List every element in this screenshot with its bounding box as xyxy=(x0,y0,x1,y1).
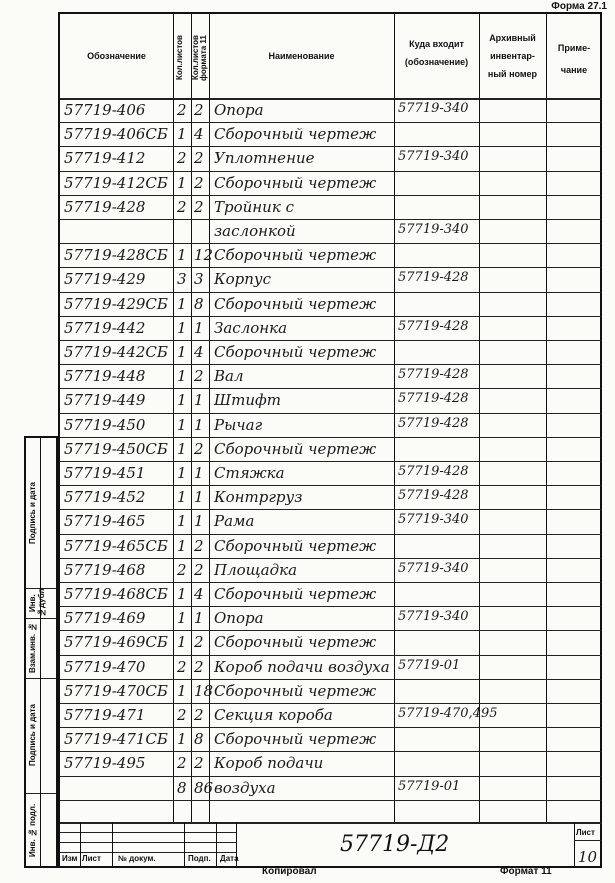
row-name: Короб подачи xyxy=(214,754,324,773)
row-sheet-count: 2 xyxy=(177,754,187,773)
row-name: Контргруз xyxy=(214,488,303,507)
row-where-used: 57719-428 xyxy=(398,318,469,334)
header-note-1: Приме- xyxy=(557,43,591,53)
row-name: Рычаг xyxy=(214,415,263,434)
row-name: Сборочный чертеж xyxy=(214,585,377,603)
header-archive-1: Архивный xyxy=(489,33,536,43)
header-where-used-1: Куда входит xyxy=(409,39,464,49)
row-name: Площадка xyxy=(214,560,298,579)
title-sheet-label: Лист xyxy=(576,828,595,837)
row-sheet-format-count: 3 xyxy=(194,270,204,289)
document-sheet xyxy=(58,12,602,868)
row-sheet-count: 2 xyxy=(177,149,187,168)
row-name: Опора xyxy=(214,609,264,628)
row-designation: 57719-468СБ xyxy=(64,585,168,603)
row-name: Сборочный чертеж xyxy=(214,730,377,749)
row-sheet-count: 8 xyxy=(177,778,187,797)
row-sheet-format-count: 2 xyxy=(194,657,204,676)
row-divider xyxy=(60,388,602,389)
row-divider xyxy=(60,776,602,777)
header-archive-3: ный номер xyxy=(487,69,538,79)
document-code: 57719-Д2 xyxy=(340,832,450,857)
row-name: Сборочный чертеж xyxy=(214,439,377,458)
title-list-label: Лист xyxy=(82,854,101,863)
row-sheet-format-count: 1 xyxy=(194,609,204,628)
header-sheets: Кол.листов xyxy=(175,35,184,81)
row-sheet-format-count: 2 xyxy=(194,633,204,652)
row-sheet-format-count: 4 xyxy=(194,125,204,144)
row-sheet-format-count: 4 xyxy=(194,343,204,361)
row-name: Сборочный чертеж xyxy=(214,343,377,361)
row-sheet-count: 1 xyxy=(177,318,187,337)
row-sheet-format-count: 2 xyxy=(194,439,204,458)
row-name: Вал xyxy=(214,367,244,386)
row-sheet-count: 1 xyxy=(177,391,187,410)
row-divider xyxy=(60,243,602,244)
row-sheet-format-count: 1 xyxy=(194,512,204,531)
row-divider xyxy=(60,171,602,172)
row-divider xyxy=(60,582,602,583)
row-designation: 57719-442 xyxy=(64,318,146,337)
row-sheet-format-count: 4 xyxy=(194,585,204,603)
row-where-used: 57719-428 xyxy=(398,367,469,383)
row-name: Опора xyxy=(214,101,264,119)
row-sheet-count: 1 xyxy=(177,125,187,144)
side-label-inv-podl: Инв. № подл. xyxy=(28,803,37,857)
row-where-used: 57719-340 xyxy=(398,512,469,528)
row-sheet-count: 1 xyxy=(177,512,187,531)
row-sheet-count: 1 xyxy=(177,633,187,652)
row-divider xyxy=(60,195,602,196)
row-designation: 57719-429 xyxy=(64,270,146,289)
row-divider xyxy=(60,485,602,486)
row-name: Сборочный чертеж xyxy=(214,246,377,265)
row-sheet-format-count: 8 xyxy=(194,730,204,749)
row-where-used: 57719-428 xyxy=(398,270,469,286)
row-designation: 57719-429СБ xyxy=(64,294,168,313)
row-sheet-count: 1 xyxy=(177,415,187,434)
header-archive-2: инвентар- xyxy=(490,51,535,61)
row-designation: 57719-465 xyxy=(64,512,146,531)
side-label-sign-date-2: Подпись и дата xyxy=(28,704,37,767)
row-designation: 57719-470СБ xyxy=(64,681,168,700)
form-label-bottom: Формат 11 xyxy=(500,866,552,877)
row-designation: 57719-451 xyxy=(64,464,146,482)
row-where-used: 57719-470,495 xyxy=(398,706,498,721)
row-sheet-count: 1 xyxy=(177,367,187,386)
row-designation: 57719-471СБ xyxy=(64,730,168,749)
copied-label: Копировал xyxy=(262,866,317,877)
row-where-used: 57719-01 xyxy=(398,778,461,794)
row-name: Корпус xyxy=(214,270,272,289)
row-name: Сборочный чертеж xyxy=(214,125,377,144)
row-sheet-count: 2 xyxy=(177,197,187,216)
row-sheet-format-count: 12 xyxy=(194,246,214,265)
row-designation: 57719-470 xyxy=(64,657,146,676)
row-sheet-format-count: 2 xyxy=(194,367,204,386)
row-name: заслонкой xyxy=(214,222,296,240)
row-name: Сборочный чертеж xyxy=(214,633,377,652)
row-name: воздуха xyxy=(214,778,276,797)
row-name: Сборочный чертеж xyxy=(214,294,377,313)
row-where-used: 57719-428 xyxy=(398,391,469,407)
row-sheet-count: 2 xyxy=(177,657,187,676)
row-sheet-format-count: 2 xyxy=(194,706,204,724)
row-designation: 57719-452 xyxy=(64,488,146,507)
row-name: Сборочный чертеж xyxy=(214,173,377,192)
row-sheet-format-count: 2 xyxy=(194,754,204,773)
row-where-used: 57719-340 xyxy=(398,609,469,625)
row-divider xyxy=(60,437,602,438)
header-note-2: чание xyxy=(560,65,588,75)
row-designation: 57719-495 xyxy=(64,754,146,773)
side-stamp-column xyxy=(24,436,58,868)
row-name: Секция короба xyxy=(214,706,333,724)
row-divider xyxy=(60,292,602,293)
row-sheet-format-count: 2 xyxy=(194,560,204,579)
row-designation: 57719-428 xyxy=(64,197,146,216)
row-where-used: 57719-428 xyxy=(398,488,469,504)
form-label-top: Форма 27.1 xyxy=(551,1,607,12)
row-where-used: 57719-428 xyxy=(398,415,469,431)
title-docno-label: № докум. xyxy=(118,854,156,863)
row-designation: 57719-465СБ xyxy=(64,536,168,555)
row-sheet-format-count: 1 xyxy=(194,318,204,337)
row-name: Уплотнение xyxy=(214,149,315,168)
side-label-inv-dubl: Инв. №дубл xyxy=(28,588,46,618)
row-divider xyxy=(60,534,602,535)
row-sheet-count: 2 xyxy=(177,101,187,119)
row-name: Сборочный чертеж xyxy=(214,536,377,555)
row-where-used: 57719-428 xyxy=(398,464,469,479)
row-sheet-format-count: 8 xyxy=(194,294,204,313)
row-divider xyxy=(60,509,602,510)
row-sheet-count: 1 xyxy=(177,173,187,192)
row-designation: 57719-406 xyxy=(64,101,146,119)
row-name: Штифт xyxy=(214,391,281,410)
title-date-label: Дата xyxy=(220,854,239,863)
row-sheet-format-count: 2 xyxy=(194,197,204,216)
row-divider xyxy=(60,679,602,680)
row-name: Сборочный чертеж xyxy=(214,681,377,700)
title-sign-label: Подп. xyxy=(188,854,211,863)
row-sheet-count: 1 xyxy=(177,609,187,628)
row-sheet-count: 1 xyxy=(177,439,187,458)
row-divider xyxy=(60,146,602,147)
row-sheet-format-count: 2 xyxy=(194,149,204,168)
row-sheet-format-count: 1 xyxy=(194,464,204,482)
row-where-used: 57719-340 xyxy=(398,149,469,165)
header-designation: Обозначение xyxy=(87,51,146,61)
row-where-used: 57719-01 xyxy=(398,657,461,673)
row-designation: 57719-428СБ xyxy=(64,246,168,265)
row-designation: 57719-450 xyxy=(64,415,146,434)
row-name: Тройник с xyxy=(214,197,294,216)
header-sheets-format: Кол.листов формата 11 xyxy=(191,35,208,81)
row-sheet-format-count: 2 xyxy=(194,536,204,555)
row-name: Рама xyxy=(214,512,255,531)
side-label-vzam-inv: Взам.инв. № xyxy=(28,622,37,674)
row-designation: 57719-442СБ xyxy=(64,343,168,361)
title-sheet-number: 10 xyxy=(578,848,598,866)
row-name: Короб подачи воздуха xyxy=(214,657,390,676)
row-sheet-count: 1 xyxy=(177,294,187,313)
header-where-used-2: (обозначение) xyxy=(404,57,469,67)
row-divider xyxy=(60,413,602,414)
row-divider xyxy=(60,316,602,317)
row-sheet-count: 1 xyxy=(177,488,187,507)
row-divider xyxy=(60,703,602,704)
side-label-sign-date-1: Подпись и дата xyxy=(28,482,37,544)
row-sheet-format-count: 2 xyxy=(194,101,204,119)
row-sheet-count: 1 xyxy=(177,730,187,749)
row-designation: 57719-469 xyxy=(64,609,146,628)
title-izm-label: Изм xyxy=(62,854,78,863)
row-sheet-count: 1 xyxy=(177,585,187,603)
row-divider xyxy=(60,558,602,559)
row-sheet-count: 2 xyxy=(177,560,187,579)
row-designation: 57719-406СБ xyxy=(64,125,168,144)
row-sheet-count: 1 xyxy=(177,464,187,482)
row-where-used: 57719-340 xyxy=(398,560,469,576)
row-sheet-format-count: 2 xyxy=(194,173,204,192)
row-designation: 57719-468 xyxy=(64,560,146,579)
row-designation: 57719-412 xyxy=(64,149,146,168)
row-where-used: 57719-340 xyxy=(398,222,469,237)
row-designation: 57719-448 xyxy=(64,367,146,386)
row-sheet-format-count: 1 xyxy=(194,415,204,434)
row-divider xyxy=(60,122,602,123)
row-divider xyxy=(60,630,602,631)
row-divider xyxy=(60,364,602,365)
row-designation: 57719-449 xyxy=(64,391,146,410)
row-where-used: 57719-340 xyxy=(398,101,469,116)
row-sheet-count: 1 xyxy=(177,681,187,700)
row-divider xyxy=(60,800,602,801)
row-sheet-count: 3 xyxy=(177,270,187,289)
row-divider xyxy=(60,461,602,462)
row-sheet-format-count: 1 xyxy=(194,488,204,507)
row-name: Стяжка xyxy=(214,464,285,482)
row-name: Заслонка xyxy=(214,318,288,337)
row-divider xyxy=(60,655,602,656)
row-designation: 57719-450СБ xyxy=(64,439,168,458)
row-designation: 57719-469СБ xyxy=(64,633,168,652)
header-name: Наименование xyxy=(268,51,335,61)
row-divider xyxy=(60,340,602,341)
row-sheet-count: 2 xyxy=(177,706,187,724)
row-designation: 57719-412СБ xyxy=(64,173,168,192)
row-divider xyxy=(60,606,602,607)
row-sheet-count: 1 xyxy=(177,246,187,265)
row-divider xyxy=(60,219,602,220)
row-divider xyxy=(60,727,602,728)
row-sheet-count: 1 xyxy=(177,536,187,555)
row-designation: 57719-471 xyxy=(64,706,146,724)
row-divider xyxy=(60,267,602,268)
row-sheet-format-count: 1 xyxy=(194,391,204,410)
row-divider xyxy=(60,751,602,752)
row-sheet-format-count: 86 xyxy=(194,778,214,797)
row-sheet-format-count: 18 xyxy=(194,681,214,700)
row-sheet-count: 1 xyxy=(177,343,187,361)
